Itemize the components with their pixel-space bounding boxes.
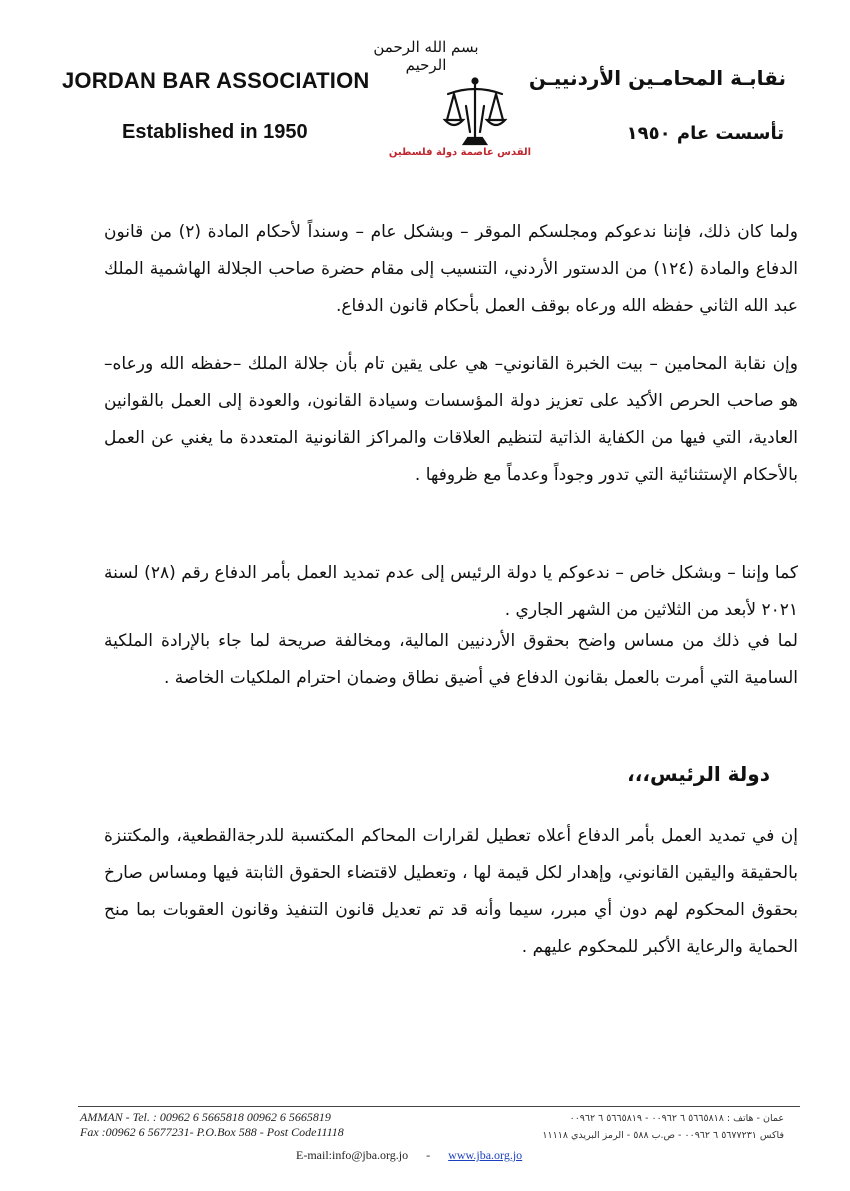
footer-contact	[296, 1148, 522, 1163]
salutation-heading: دولة الرئيس،،،	[627, 762, 770, 786]
paragraph-3: كما وإننا – وبشكل خاص – ندعوكم يا دولة الرئيس إلى عدم تمديد العمل بأمر الدفاع رقم (٢٨) لسنة ٢٠٢١ لأبعد من الثلاثين من الشهر الجاري .	[104, 563, 798, 620]
english-established: Established in 1950	[122, 121, 308, 143]
footer-separator: -	[426, 1148, 431, 1162]
paragraph-2: وإن نقابة المحامين – بيت الخبرة القانوني– هي على يقين تام بأن جلالة الملك –حفظه الله ورعاه– هو صاحب الحرص الأكيد على تعزيز دولة المؤسسات وسيادة القانون، والعودة إلى العمل بالقوانين العادية، التي فيها من الكفاية الذاتية لتنظيم العلاقات والمراكز القانونية المتعددة ما يغني عن العمل بالأحكام الإستثنائية التي تدور وجوداً وعدماً مع ظروفها .	[104, 354, 798, 485]
scales-of-justice-icon	[440, 76, 510, 152]
arabic-org-name: نقابـة المحامـين الأردنييـن	[528, 66, 786, 90]
footer-website-link[interactable]: www.jba.org.jo	[448, 1148, 523, 1162]
footer-english-fax: Fax :00962 6 5677231- P.O.Box 588 - Post Code11118	[80, 1125, 344, 1139]
footer-arabic-phone: عمان - هاتف : ٥٦٦٥٨١٨ ٦ ٠٠٩٦٢ - ٥٦٦٥٨١٩ ٦ ٠٠٩٦٢	[569, 1113, 784, 1124]
paragraph-1: ولما كان ذلك، فإننا ندعوكم ومجلسكم الموقر – وبشكل عام – وسنداً لأحكام المادة (٢) من قانون الدفاع والمادة (١٢٤) من الدستور الأردني، التنسيب إلى مقام حضرة صاحب الجلالة الهاشمية الملك عبد الله الثاني حفظه الله ورعاه بوقف العمل بأحكام قانون الدفاع.	[104, 222, 798, 316]
footer-english-phone: AMMAN - Tel. : 00962 6 5665818 00962 6 5665819	[80, 1110, 331, 1124]
footer-divider	[78, 1106, 800, 1107]
english-org-name: JORDAN BAR ASSOCIATION	[62, 68, 370, 93]
paragraph-4: لما في ذلك من مساس واضح بحقوق الأردنيين المالية، ومخالفة صريحة لما جاء بالإرادة الملكية السامية التي أمرت بالعمل بقانون الدفاع في أضيق نطاق وضمان احترام الملكيات الخاصة .	[104, 631, 798, 688]
basmala: بسم الله الرحمن الرحيم	[373, 38, 479, 74]
arabic-established: تأسست عام ١٩٥٠	[626, 123, 784, 144]
footer-email[interactable]: E-mail:info@jba.org.jo	[296, 1148, 409, 1162]
paragraph-5: إن في تمديد العمل بأمر الدفاع أعلاه تعطيل لقرارات المحاكم المكتسبة للدرجةالقطعية، والمكتنزة بالحقيقة واليقين القانوني، وإهدار لكل قيمة لها ، وتعطيل لاقتضاء الحقوق الثابتة فيها ومساس صارخ بحقوق المحكوم لهم دون أي مبرر، سيما وأنه قد تم تعديل قانون التنفيذ وقانون العقوبات بما منح الحماية والرعاية الأكبر للمحكوم عليهم .	[104, 826, 798, 957]
motto: القدس عاصمة دولة فلسطين	[388, 147, 532, 158]
footer-arabic-fax: فاكس ٥٦٧٧٢٣١ ٦ ٠٠٩٦٢ - ص.ب ٥٨٨ - الرمز البريدي ١١١١٨	[542, 1130, 784, 1141]
